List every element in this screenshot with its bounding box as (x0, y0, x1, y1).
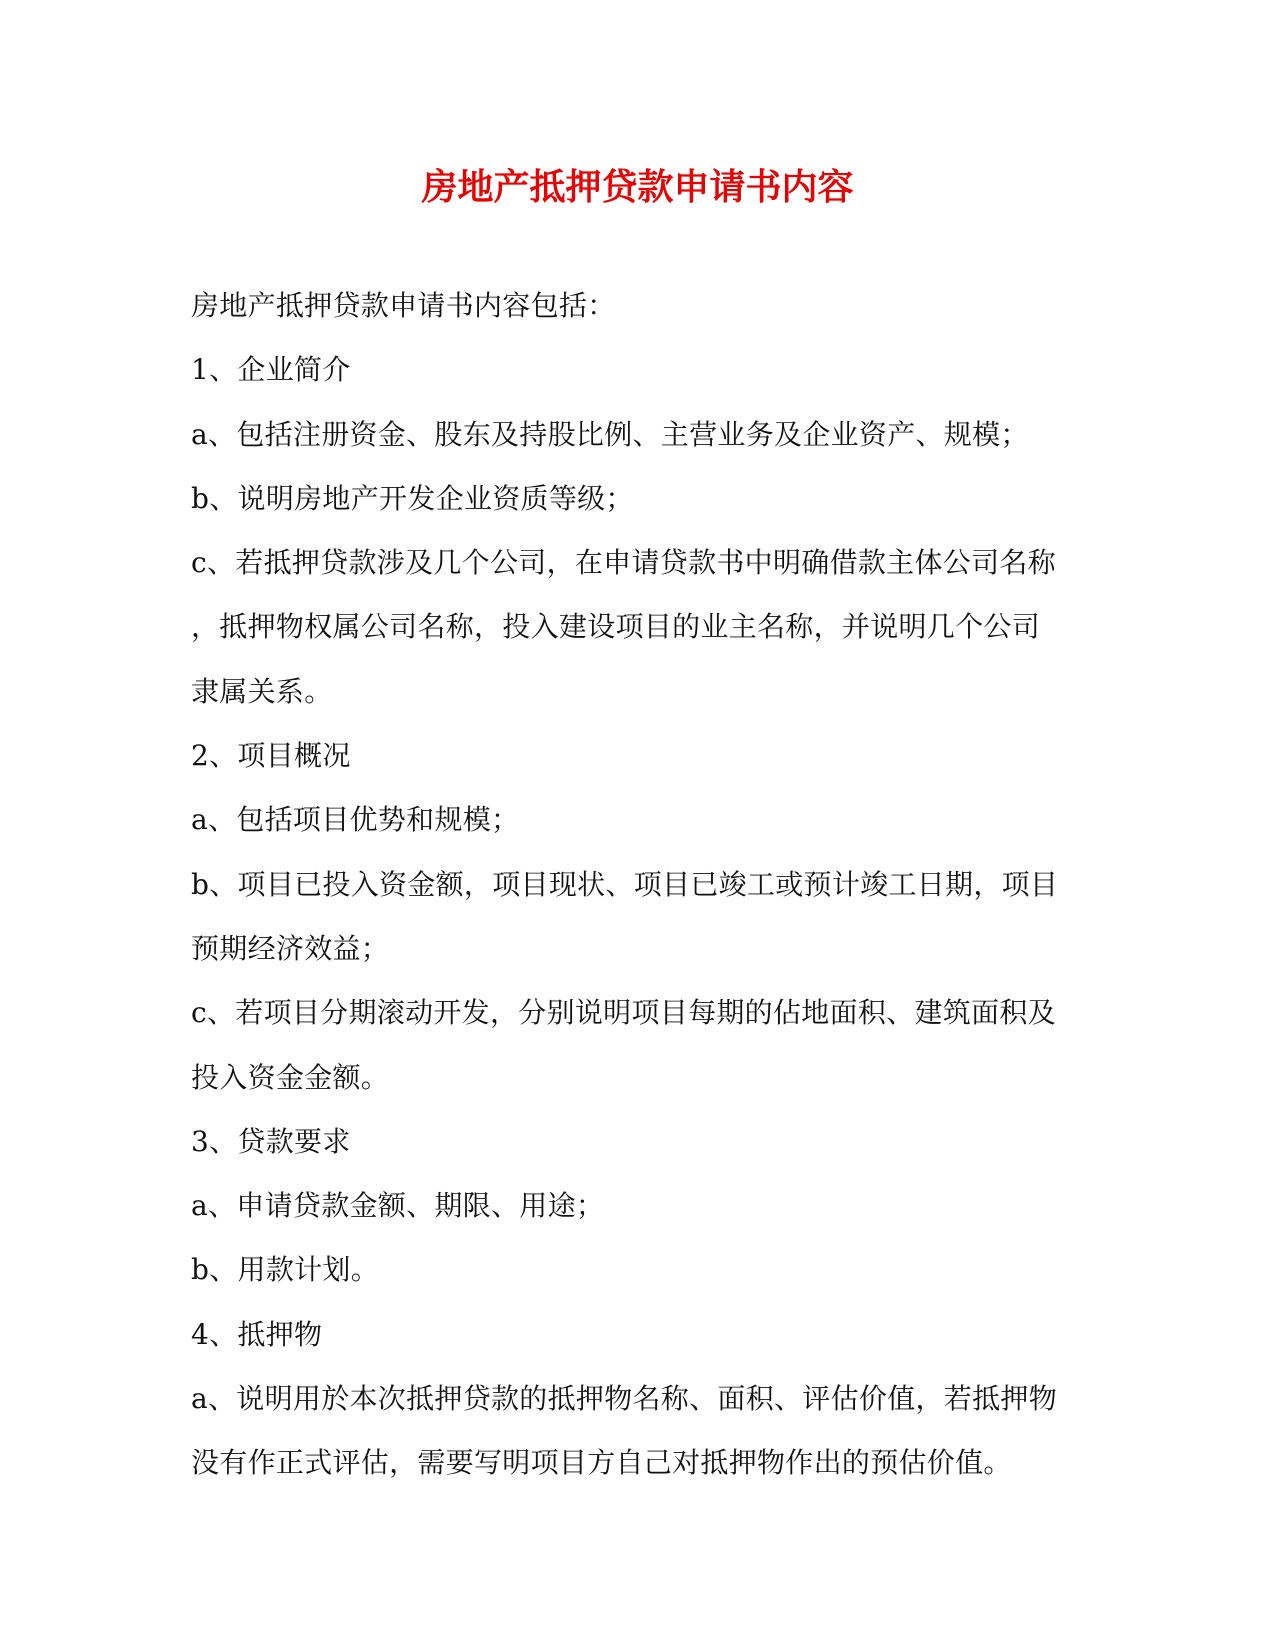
section-2-item-b-line-2: 预期经济效益； (191, 931, 390, 965)
document-title: 房地产抵押贷款申请书内容 (421, 166, 854, 208)
section-heading-1: 1、企业简介 (191, 353, 351, 387)
section-3-item-a: a、申请贷款金额、期限、用途； (191, 1189, 605, 1223)
section-4-item-a-line-1: a、说明用於本次抵押贷款的抵押物名称、面积、评估价值，若抵押物 (191, 1382, 1057, 1416)
section-2-item-b-line-1: b、项目已投入资金额，项目现状、项目已竣工或预计竣工日期，项目 (191, 867, 1059, 901)
document-body (191, 290, 1091, 1512)
section-1-item-a: a、包括注册资金、股东及持股比例、主营业务及企业资产、规模； (191, 417, 1029, 451)
section-4-item-a-line-2: 没有作正式评估，需要写明项目方自己对抵押物作出的预估价值。 (191, 1446, 1012, 1480)
section-heading-3: 3、贷款要求 (191, 1124, 351, 1158)
section-2-item-a: a、包括项目优势和规模； (191, 803, 520, 837)
section-heading-4: 4、抵押物 (191, 1317, 323, 1351)
section-2-item-c-line-1: c、若项目分期滚动开发，分别说明项目每期的佔地面积、建筑面积及 (191, 996, 1056, 1030)
intro-line: 房地产抵押贷款申请书内容包括： (191, 289, 616, 322)
section-heading-2: 2、项目概况 (191, 739, 351, 773)
section-1-item-b: b、说明房地产开发企业资质等级； (191, 481, 634, 515)
section-1-item-c-line-1: c、若抵押贷款涉及几个公司，在申请贷款书中明确借款主体公司名称 (191, 546, 1056, 580)
section-2-item-c-line-2: 投入资金金额。 (191, 1060, 390, 1094)
section-1-item-c-line-2: ，抵押物权属公司名称，投入建设项目的业主名称，并说明几个公司 (191, 610, 1041, 644)
section-3-item-b: b、用款计划。 (191, 1253, 380, 1287)
section-1-item-c-line-3: 隶属关系。 (191, 674, 333, 708)
